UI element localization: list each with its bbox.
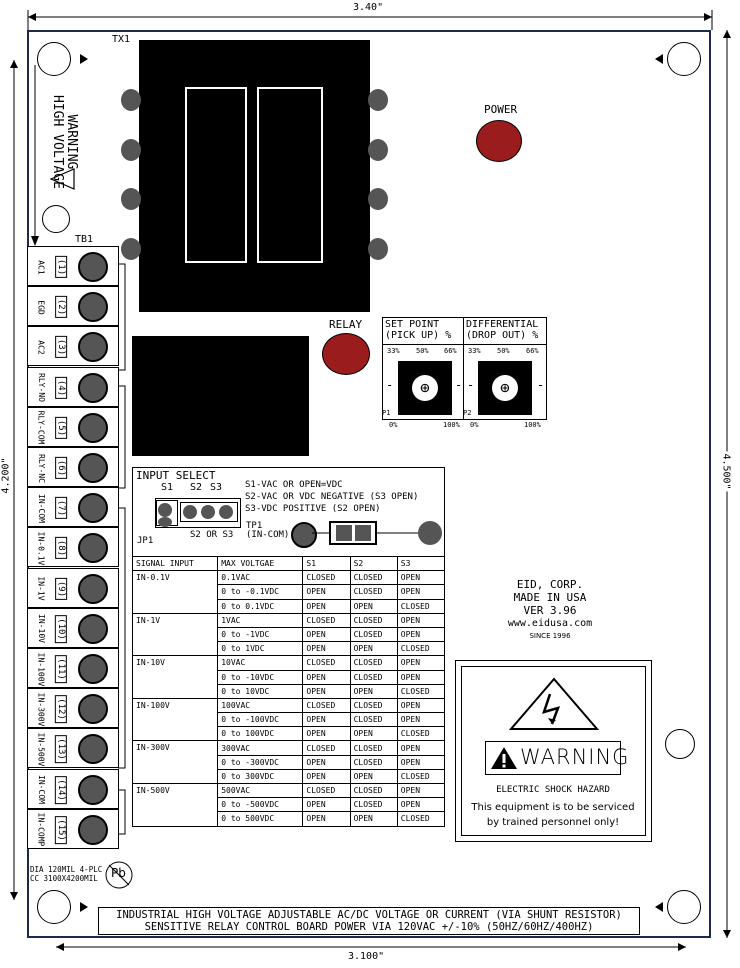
warning-triangle-icon <box>50 168 76 190</box>
table-header: MAX VOLTGAE <box>218 557 303 571</box>
table-cell: OPEN <box>303 670 350 684</box>
table-cell: 300VAC <box>218 741 303 755</box>
table-cell: OPEN <box>303 684 350 698</box>
terminal-12[interactable] <box>27 688 119 728</box>
terminal-screw-icon[interactable] <box>78 734 108 764</box>
arrow-left-icon <box>655 902 663 912</box>
terminal-label: EGD <box>36 299 46 315</box>
dim-bottom: 3.100" <box>348 951 385 962</box>
df-tick-50: 50% <box>497 347 510 355</box>
signal-input-cell: IN-500V <box>133 784 218 827</box>
table-cell: OPEN <box>303 627 350 641</box>
terminal-label: IN-10V <box>36 614 46 644</box>
table-cell: 10VAC <box>218 656 303 670</box>
p2-label: P2 <box>463 409 472 417</box>
tx-pin <box>368 188 388 210</box>
table-row <box>133 571 445 585</box>
warning-sign <box>485 741 630 775</box>
terminal-label: AC2 <box>36 340 46 355</box>
differential-header: DIFFERENTIAL (DROP OUT) % <box>463 317 547 345</box>
terminal-screw-icon[interactable] <box>78 493 108 523</box>
table-cell: OPEN <box>303 798 350 812</box>
sp-tick-33: 33% <box>387 347 400 355</box>
arrow-right-icon <box>80 902 88 912</box>
signal-input-cell: IN-0.1V <box>133 571 218 614</box>
tp1-label: TP1 (IN-COM) <box>246 521 290 540</box>
terminal-label: IN-COM <box>36 493 46 523</box>
table-cell: 0 to 500VDC <box>218 812 303 826</box>
terminal-14[interactable] <box>27 769 119 809</box>
terminal-label: IN-COMP <box>36 812 46 847</box>
table-cell: 0 to 10VDC <box>218 684 303 698</box>
table-cell: CLOSED <box>397 642 444 656</box>
table-cell: OPEN <box>397 784 444 798</box>
tx-pin <box>368 238 388 260</box>
mount-hole-bottom-left <box>37 890 71 924</box>
pb-label: Pb <box>111 866 126 880</box>
table-cell: 0 to 300VDC <box>218 769 303 783</box>
warning-text: WARNING <box>64 114 79 170</box>
terminal-screw-icon[interactable] <box>78 574 108 604</box>
table-cell: OPEN <box>397 656 444 670</box>
terminal-3[interactable] <box>27 326 119 366</box>
terminal-number: (5) <box>55 417 67 439</box>
table-cell: OPEN <box>350 642 397 656</box>
table-cell: CLOSED <box>397 812 444 826</box>
table-header: SIGNAL INPUT <box>133 557 218 571</box>
table-cell: OPEN <box>397 713 444 727</box>
df-max: 100% <box>524 421 541 429</box>
table-cell: CLOSED <box>350 755 397 769</box>
arrow-right-icon <box>80 54 88 64</box>
arrow-left-icon <box>655 54 663 64</box>
input-select-title: INPUT SELECT <box>136 469 216 482</box>
table-cell: CLOSED <box>397 727 444 741</box>
input-select-legend: S1-VAC OR OPEN=VDC S2-VAC OR VDC NEGATIVE (S3 OPEN) S3-VDC POSITIVE (S2 OPEN) <box>245 480 419 514</box>
terminal-screw-icon[interactable] <box>78 654 108 684</box>
table-row <box>133 698 445 712</box>
table-cell: 0 to -300VDC <box>218 755 303 769</box>
adjust-knob-icon[interactable]: ⊕ <box>412 375 438 401</box>
terminal-11[interactable] <box>27 648 119 688</box>
terminal-screw-icon[interactable] <box>78 533 108 563</box>
table-row <box>133 784 445 798</box>
potentiometer-p2[interactable] <box>478 361 532 415</box>
terminal-brackets <box>118 246 132 846</box>
left-arrow-line <box>30 60 40 246</box>
hole-right <box>665 729 695 759</box>
tb1-label: TB1 <box>75 234 94 245</box>
table-cell: CLOSED <box>350 571 397 585</box>
relay-led <box>322 333 370 375</box>
table-cell: OPEN <box>350 684 397 698</box>
tx1-label: TX1 <box>112 34 131 45</box>
terminal-label: IN-0.1V <box>36 531 46 566</box>
terminal-label: RLY-COM <box>36 410 46 445</box>
hazard-line3: by trained personnel only! <box>486 817 620 828</box>
table-cell: CLOSED <box>397 684 444 698</box>
terminal-number: (12) <box>55 695 67 723</box>
adjust-knob-icon[interactable]: ⊕ <box>492 375 518 401</box>
terminal-number: (7) <box>55 497 67 519</box>
footer-description: INDUSTRIAL HIGH VOLTAGE ADJUSTABLE AC/DC VOLTAGE OR CURRENT (VIA SHUNT RESISTOR) SENSITIVE RELAY CONTROL BOARD POWER VIA 120VAC +/-10% (50HZ/60HZ/400HZ) <box>98 907 640 935</box>
table-cell: OPEN <box>350 812 397 826</box>
terminal-label: IN-COM <box>36 775 46 805</box>
table-cell: CLOSED <box>350 713 397 727</box>
table-cell: OPEN <box>303 599 350 613</box>
table-cell: OPEN <box>303 812 350 826</box>
table-cell: 100VAC <box>218 698 303 712</box>
signal-input-cell: IN-1V <box>133 613 218 656</box>
dim-right: 4.500" <box>720 453 732 490</box>
table-cell: OPEN <box>303 585 350 599</box>
setpoint-header: SET POINT (PICK UP) % <box>382 317 464 345</box>
table-cell: 0 to 1VDC <box>218 642 303 656</box>
electric-shock-icon <box>508 676 600 732</box>
signal-input-cell: IN-100V <box>133 698 218 741</box>
table-row <box>133 656 445 670</box>
terminal-5[interactable] <box>27 407 119 447</box>
terminal-number: (13) <box>55 736 67 764</box>
warning-title: WARNING <box>520 745 630 769</box>
table-cell: OPEN <box>350 769 397 783</box>
terminal-screw-icon[interactable] <box>78 413 108 443</box>
mount-hole-top-left <box>37 42 71 76</box>
table-cell: CLOSED <box>350 741 397 755</box>
table-cell: CLOSED <box>303 741 350 755</box>
table-cell: CLOSED <box>350 670 397 684</box>
table-cell: OPEN <box>303 727 350 741</box>
potentiometer-p1[interactable] <box>398 361 452 415</box>
shunt-resistor <box>312 518 444 548</box>
terminal-number: (14) <box>55 776 67 804</box>
table-row <box>133 613 445 627</box>
table-cell: OPEN <box>397 798 444 812</box>
tx-pin <box>121 188 141 210</box>
df-min: 0% <box>470 421 479 429</box>
table-cell: 0 to -10VDC <box>218 670 303 684</box>
terminal-label: IN-300V <box>36 692 46 727</box>
table-cell: OPEN <box>397 571 444 585</box>
terminal-7[interactable] <box>27 487 119 527</box>
table-cell: 0 to 0.1VDC <box>218 599 303 613</box>
terminal-number: (2) <box>55 296 67 318</box>
table-cell: CLOSED <box>303 656 350 670</box>
table-cell: OPEN <box>303 713 350 727</box>
table-cell: OPEN <box>397 670 444 684</box>
table-cell: OPEN <box>397 755 444 769</box>
terminal-label: IN-1V <box>36 576 46 601</box>
table-header: S2 <box>350 557 397 571</box>
dim-left: 4.200" <box>0 457 12 494</box>
terminal-2[interactable] <box>27 286 119 326</box>
s2-or-s3-label: S2 OR S3 <box>190 530 234 540</box>
table-cell: CLOSED <box>350 585 397 599</box>
terminal-number: (8) <box>55 537 67 559</box>
table-cell: CLOSED <box>350 656 397 670</box>
tx-pin <box>368 89 388 111</box>
table-cell: OPEN <box>397 613 444 627</box>
table-cell: 0 to -500VDC <box>218 798 303 812</box>
signal-input-table <box>132 556 445 827</box>
mount-hole-bottom-right <box>667 890 701 924</box>
dim-top: 3.40" <box>350 2 386 13</box>
table-cell: 500VAC <box>218 784 303 798</box>
terminal-label: IN-100V <box>36 652 46 686</box>
s2-label: S2 <box>190 482 203 493</box>
terminal-label: IN-500V <box>36 732 46 767</box>
table-cell: OPEN <box>303 755 350 769</box>
terminal-6[interactable] <box>27 447 119 487</box>
table-cell: CLOSED <box>303 698 350 712</box>
sp-tick-50: 50% <box>416 347 429 355</box>
table-cell: OPEN <box>397 627 444 641</box>
tx-pin <box>121 89 141 111</box>
table-cell: 1VAC <box>218 613 303 627</box>
table-header: S3 <box>397 557 444 571</box>
terminal-number: (4) <box>55 376 67 398</box>
terminal-number: (1) <box>55 256 67 278</box>
table-cell: CLOSED <box>303 613 350 627</box>
terminal-9[interactable] <box>27 568 119 608</box>
signal-input-cell: IN-300V <box>133 741 218 784</box>
table-cell: CLOSED <box>303 571 350 585</box>
terminal-screw-icon[interactable] <box>78 373 108 403</box>
table-cell: 0 to 100VDC <box>218 727 303 741</box>
power-led <box>476 120 522 162</box>
hazard-line2: This equipment is to be serviced <box>471 802 635 813</box>
transformer-tx1 <box>139 40 370 312</box>
table-cell: 0 to -1VDC <box>218 627 303 641</box>
tx-pin <box>121 139 141 161</box>
terminal-number: (15) <box>55 816 67 844</box>
terminal-number: (3) <box>55 336 67 358</box>
company-info: EID, CORP. MADE IN USA VER 3.96 www.eidusa.com SINCE 1996 <box>507 578 593 640</box>
terminal-label: RLY-NO <box>36 373 46 403</box>
table-cell: OPEN <box>303 642 350 656</box>
table-cell: CLOSED <box>350 784 397 798</box>
table-header: S1 <box>303 557 350 571</box>
terminal-number: (6) <box>55 457 67 479</box>
terminal-screw-icon[interactable] <box>78 453 108 483</box>
table-cell: OPEN <box>350 727 397 741</box>
warning-triangle-icon <box>489 745 519 771</box>
power-label: POWER <box>484 103 518 116</box>
terminal-15[interactable] <box>27 809 119 849</box>
table-cell: 0.1VAC <box>218 571 303 585</box>
terminal-screw-icon[interactable] <box>78 694 108 724</box>
table-cell: 0 to -0.1VDC <box>218 585 303 599</box>
terminal-8[interactable] <box>27 527 119 567</box>
table-cell: CLOSED <box>397 769 444 783</box>
p1-label: P1 <box>382 409 391 417</box>
terminal-4[interactable] <box>27 367 119 407</box>
hazard-line1: ELECTRIC SHOCK HAZARD <box>496 785 610 795</box>
terminal-screw-icon[interactable] <box>78 775 108 805</box>
table-cell: OPEN <box>397 585 444 599</box>
terminal-13[interactable] <box>27 728 119 768</box>
signal-input-cell: IN-10V <box>133 656 218 699</box>
sp-min: 0% <box>389 421 398 429</box>
table-cell: OPEN <box>350 599 397 613</box>
terminal-screw-icon[interactable] <box>78 614 108 644</box>
mount-hole-top-right <box>667 42 701 76</box>
table-cell: CLOSED <box>350 698 397 712</box>
relay-label: RELAY <box>329 318 363 331</box>
hole-left <box>42 205 70 233</box>
high-voltage-text: HIGH VOLTAGE <box>50 95 65 189</box>
table-cell: CLOSED <box>350 798 397 812</box>
terminal-label: RLY-NC <box>36 453 46 483</box>
table-cell: CLOSED <box>350 613 397 627</box>
terminal-10[interactable] <box>27 608 119 648</box>
table-cell: CLOSED <box>303 784 350 798</box>
df-tick-33: 33% <box>468 347 481 355</box>
terminal-screw-icon[interactable] <box>78 252 108 282</box>
terminal-screw-icon[interactable] <box>78 292 108 322</box>
table-cell: CLOSED <box>350 627 397 641</box>
terminal-number: (11) <box>55 655 67 683</box>
terminal-1[interactable] <box>27 246 119 286</box>
terminal-number: (10) <box>55 615 67 643</box>
table-cell: 0 to -100VDC <box>218 713 303 727</box>
dia-info: DIA 120MIL 4-PLC CC 3100X4200MIL <box>30 865 103 883</box>
s1-label: S1 <box>161 482 174 493</box>
table-cell: CLOSED <box>397 599 444 613</box>
s3-label: S3 <box>210 482 223 493</box>
df-tick-66: 66% <box>526 347 539 355</box>
terminal-number: (9) <box>55 577 67 599</box>
table-cell: OPEN <box>397 741 444 755</box>
table-cell: OPEN <box>303 769 350 783</box>
table-cell: OPEN <box>397 698 444 712</box>
sp-tick-66: 66% <box>444 347 457 355</box>
tx-pin <box>368 139 388 161</box>
jp1-label: JP1 <box>137 536 154 546</box>
terminal-screw-icon[interactable] <box>78 815 108 845</box>
terminal-screw-icon[interactable] <box>78 332 108 362</box>
relay-component <box>132 336 309 456</box>
terminal-label: AC1 <box>36 259 46 275</box>
table-row <box>133 741 445 755</box>
sp-max: 100% <box>443 421 460 429</box>
